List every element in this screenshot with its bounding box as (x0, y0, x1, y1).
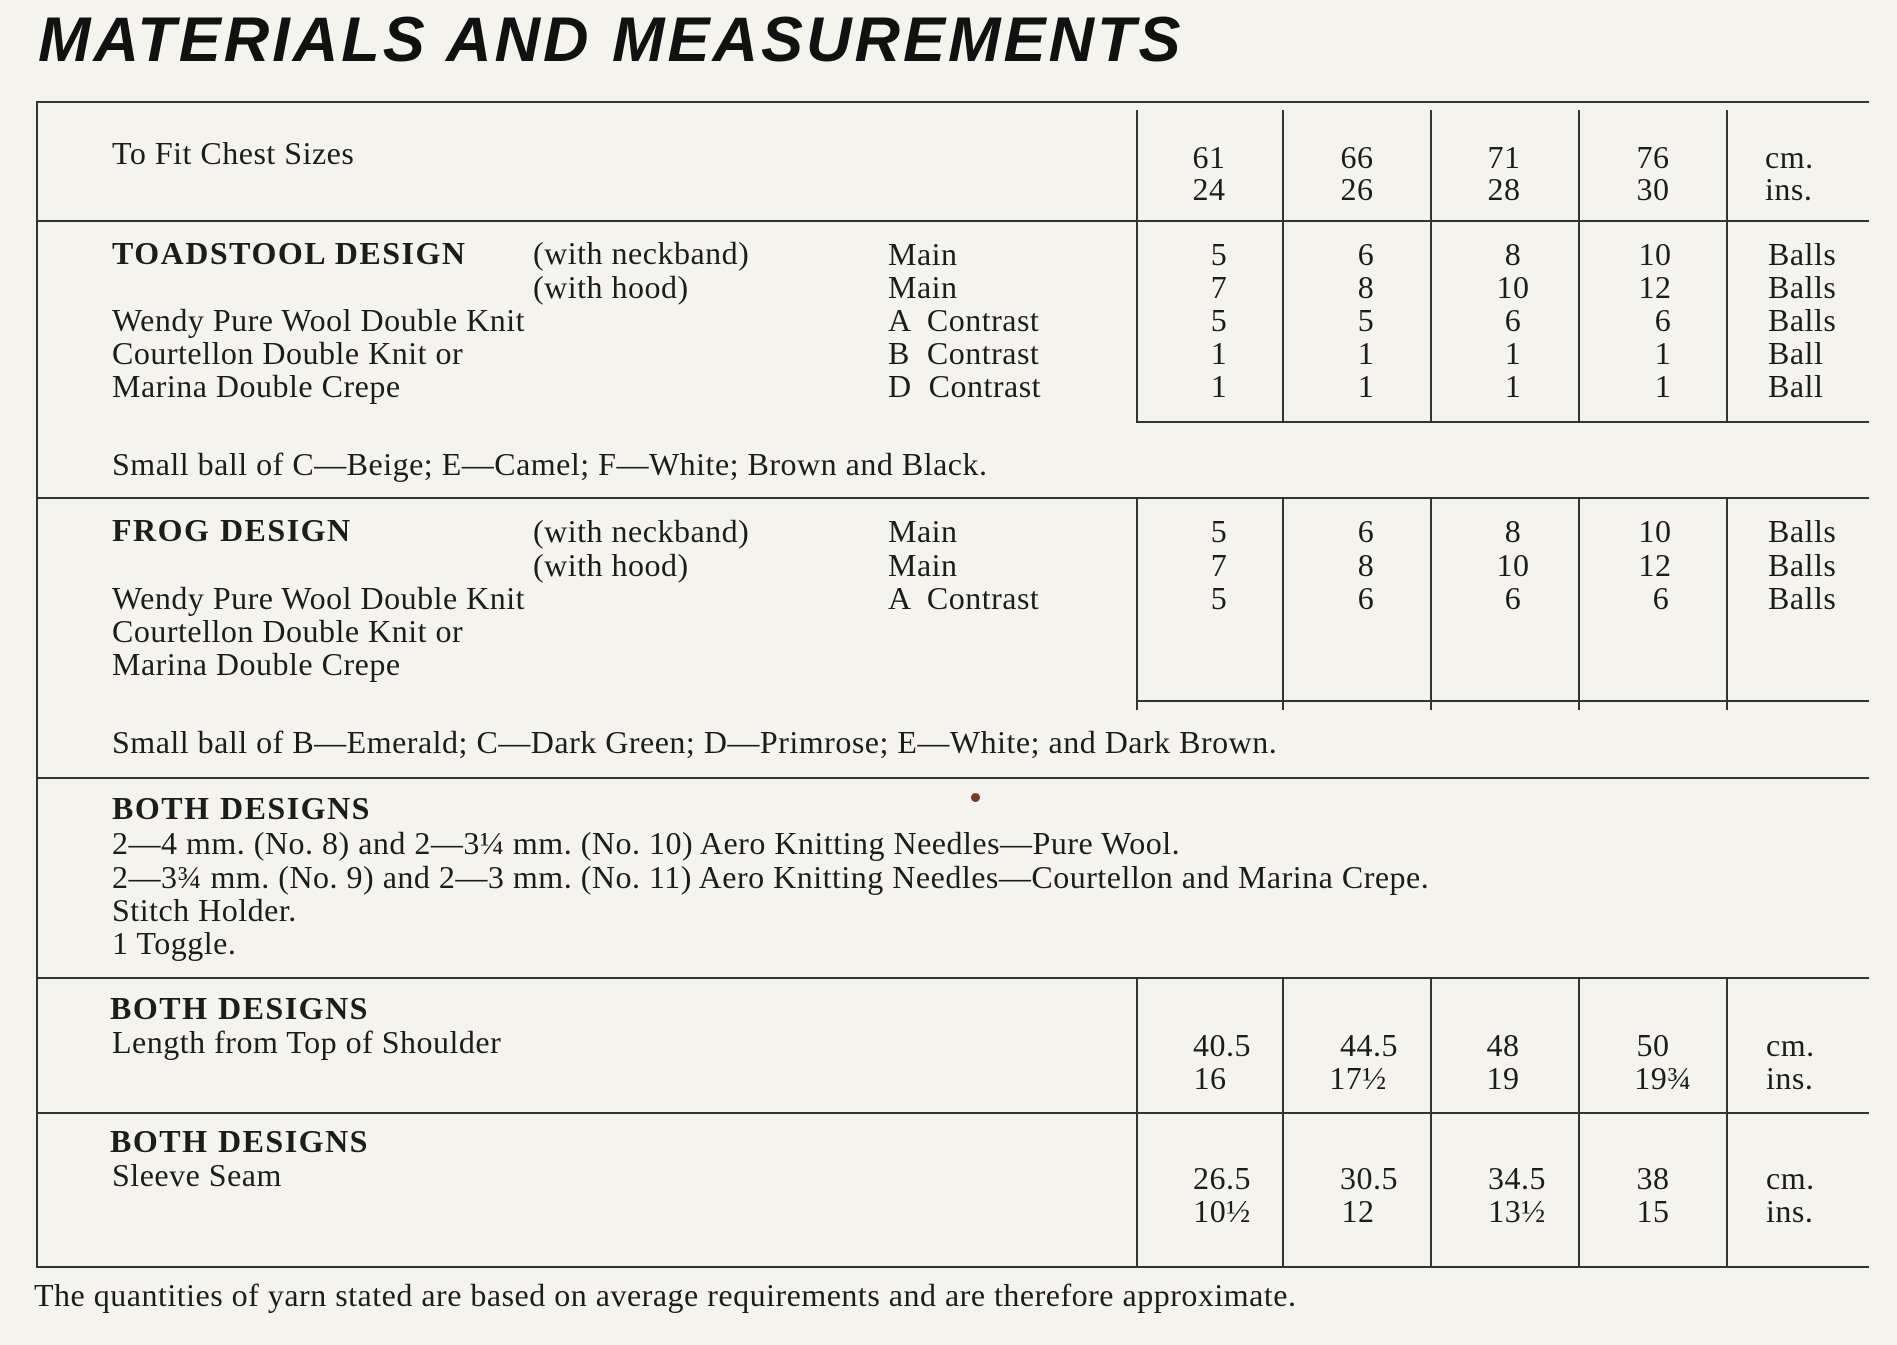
chest-cm-unit: cm. (1765, 139, 1814, 175)
toadstool-qty: 7 (1210, 269, 1228, 305)
length-ins-unit: ins. (1766, 1060, 1814, 1096)
toadstool-qty: 1 (1210, 335, 1228, 371)
footnote: The quantities of yarn stated are based on average requirements and are therefore approximate. (34, 1277, 1297, 1313)
frog-unit: Balls (1768, 547, 1837, 583)
chest-ins-value: 26 (1340, 171, 1374, 207)
column-line (1726, 222, 1728, 421)
length-cm-value: 50 (1636, 1027, 1670, 1063)
frog-colour: Main (888, 513, 958, 549)
page-title: MATERIALS AND MEASUREMENTS (38, 5, 1184, 75)
needle-line: 2—4 mm. (No. 8) and 2—3¼ mm. (No. 10) Aero Knitting Needles—Pure Wool. (112, 825, 1181, 861)
sleeve-ins-value: 12 (1341, 1193, 1375, 1229)
column-line (1578, 110, 1580, 220)
divider (38, 777, 1869, 779)
frog-qty: 6 (1504, 580, 1522, 616)
toadstool-qty: 1 (1504, 368, 1522, 404)
toadstool-qty: 12 (1638, 269, 1672, 305)
frog-qty: 5 (1210, 513, 1228, 549)
both-designs-heading: BOTH DESIGNS (112, 790, 371, 826)
stitch-holder-line: Stitch Holder. (112, 892, 297, 928)
frog-qty: 6 (1357, 513, 1375, 549)
chest-cm-value: 61 (1192, 139, 1226, 175)
sleeve-cm-value: 34.5 (1488, 1160, 1546, 1196)
toadstool-qty: 10 (1638, 236, 1672, 272)
column-line (1282, 499, 1284, 710)
sleeve-cm-unit: cm. (1766, 1160, 1815, 1196)
toadstool-qty: 6 (1357, 236, 1375, 272)
frog-variant-hood: (with hood) (533, 547, 689, 583)
toadstool-variant-neckband: (with neckband) (533, 235, 750, 271)
toadstool-qty: 1 (1654, 335, 1672, 371)
length-ins-value: 17½ (1329, 1060, 1387, 1096)
frog-yarn-line: Courtellon Double Knit or (112, 613, 464, 649)
frog-yarn-line: Wendy Pure Wool Double Knit (112, 580, 526, 616)
sleeve-cm-value: 26.5 (1193, 1160, 1251, 1196)
toadstool-qty: 6 (1504, 302, 1522, 338)
column-line (1282, 222, 1284, 421)
frog-unit: Balls (1768, 513, 1837, 549)
toadstool-yarn-line: Wendy Pure Wool Double Knit (112, 302, 526, 338)
chest-ins-value: 28 (1487, 171, 1521, 207)
divider (1136, 700, 1869, 702)
toadstool-qty: 1 (1210, 368, 1228, 404)
column-line (1726, 110, 1728, 220)
needle-line: 2—3¾ mm. (No. 9) and 2—3 mm. (No. 11) Aero Knitting Needles—Courtellon and Marina Crepe. (112, 859, 1430, 895)
chest-cm-value: 66 (1340, 139, 1374, 175)
length-ins-value: 16 (1193, 1060, 1227, 1096)
toadstool-yarn-line: Courtellon Double Knit or (112, 335, 464, 371)
sleeve-ins-value: 13½ (1488, 1193, 1546, 1229)
chest-ins-unit: ins. (1765, 171, 1813, 207)
toadstool-unit: Balls (1768, 236, 1837, 272)
column-line (1578, 222, 1580, 421)
column-line (1578, 979, 1580, 1266)
length-cm-unit: cm. (1766, 1027, 1815, 1063)
frog-note: Small ball of B—Emerald; C—Dark Green; D—Primrose; E—White; and Dark Brown. (112, 724, 1278, 760)
column-line (1136, 222, 1138, 421)
toadstool-qty: 8 (1504, 236, 1522, 272)
frog-variant-neckband: (with neckband) (533, 513, 750, 549)
column-line (1726, 979, 1728, 1266)
frog-unit: Balls (1768, 580, 1837, 616)
divider (1136, 421, 1869, 423)
frog-colour: Main (888, 547, 958, 583)
sleeve-cm-value: 38 (1636, 1160, 1670, 1196)
column-line (1578, 499, 1580, 710)
divider (38, 220, 1869, 222)
column-line (1430, 222, 1432, 421)
stain-mark (971, 793, 980, 802)
frog-qty: 7 (1210, 547, 1228, 583)
toadstool-variant-hood: (with hood) (533, 269, 689, 305)
chest-ins-value: 30 (1636, 171, 1670, 207)
frog-qty: 8 (1357, 547, 1375, 583)
frog-heading: FROG DESIGN (112, 512, 352, 548)
frog-qty: 10 (1638, 513, 1672, 549)
toadstool-qty: 5 (1210, 302, 1228, 338)
length-label: Length from Top of Shoulder (112, 1024, 502, 1060)
length-heading: BOTH DESIGNS (110, 990, 369, 1026)
toadstool-qty: 10 (1496, 269, 1530, 305)
sleeve-label: Sleeve Seam (112, 1157, 282, 1193)
toadstool-yarn-line: Marina Double Crepe (112, 368, 401, 404)
toadstool-colour: Main (888, 236, 958, 272)
chest-cm-value: 71 (1487, 139, 1521, 175)
sleeve-ins-value: 10½ (1193, 1193, 1251, 1229)
toggle-line: 1 Toggle. (112, 925, 237, 961)
toadstool-colour: A Contrast (888, 302, 1040, 338)
frog-colour: A Contrast (888, 580, 1040, 616)
frog-qty: 6 (1652, 580, 1670, 616)
toadstool-qty: 6 (1654, 302, 1672, 338)
column-line (1430, 979, 1432, 1266)
toadstool-qty: 5 (1210, 236, 1228, 272)
sleeve-cm-value: 30.5 (1340, 1160, 1398, 1196)
frog-qty: 8 (1504, 513, 1522, 549)
column-line (1430, 499, 1432, 710)
column-line (1726, 499, 1728, 710)
frog-qty: 5 (1210, 580, 1228, 616)
toadstool-qty: 5 (1357, 302, 1375, 338)
column-line (1430, 110, 1432, 220)
divider (38, 977, 1869, 979)
frog-yarn-line: Marina Double Crepe (112, 646, 401, 682)
divider (38, 497, 1869, 499)
column-line (1136, 979, 1138, 1266)
divider (38, 1112, 1869, 1114)
toadstool-qty: 1 (1357, 335, 1375, 371)
toadstool-note: Small ball of C—Beige; E—Camel; F—White; Brown and Black. (112, 446, 988, 482)
column-line (1282, 110, 1284, 220)
chest-sizes-label: To Fit Chest Sizes (112, 135, 355, 171)
length-cm-value: 44.5 (1340, 1027, 1398, 1063)
length-cm-value: 48 (1486, 1027, 1520, 1063)
frog-qty: 12 (1638, 547, 1672, 583)
sleeve-ins-unit: ins. (1766, 1193, 1814, 1229)
toadstool-colour: Main (888, 269, 958, 305)
length-ins-value: 19¾ (1634, 1060, 1692, 1096)
toadstool-qty: 8 (1357, 269, 1375, 305)
sleeve-heading: BOTH DESIGNS (110, 1123, 369, 1159)
chest-cm-value: 76 (1636, 139, 1670, 175)
toadstool-colour: D Contrast (888, 368, 1042, 404)
column-line (1282, 979, 1284, 1266)
toadstool-unit: Ball (1768, 335, 1824, 371)
frog-qty: 6 (1357, 580, 1375, 616)
toadstool-unit: Ball (1768, 368, 1824, 404)
toadstool-heading: TOADSTOOL DESIGN (112, 235, 467, 271)
toadstool-qty: 1 (1654, 368, 1672, 404)
chest-ins-value: 24 (1192, 171, 1226, 207)
toadstool-colour: B Contrast (888, 335, 1040, 371)
toadstool-unit: Balls (1768, 269, 1837, 305)
sleeve-ins-value: 15 (1636, 1193, 1670, 1229)
column-line (1136, 110, 1138, 220)
length-ins-value: 19 (1486, 1060, 1520, 1096)
length-cm-value: 40.5 (1193, 1027, 1251, 1063)
toadstool-qty: 1 (1504, 335, 1522, 371)
toadstool-qty: 1 (1357, 368, 1375, 404)
frog-qty: 10 (1496, 547, 1530, 583)
column-line (1136, 499, 1138, 710)
toadstool-unit: Balls (1768, 302, 1837, 338)
